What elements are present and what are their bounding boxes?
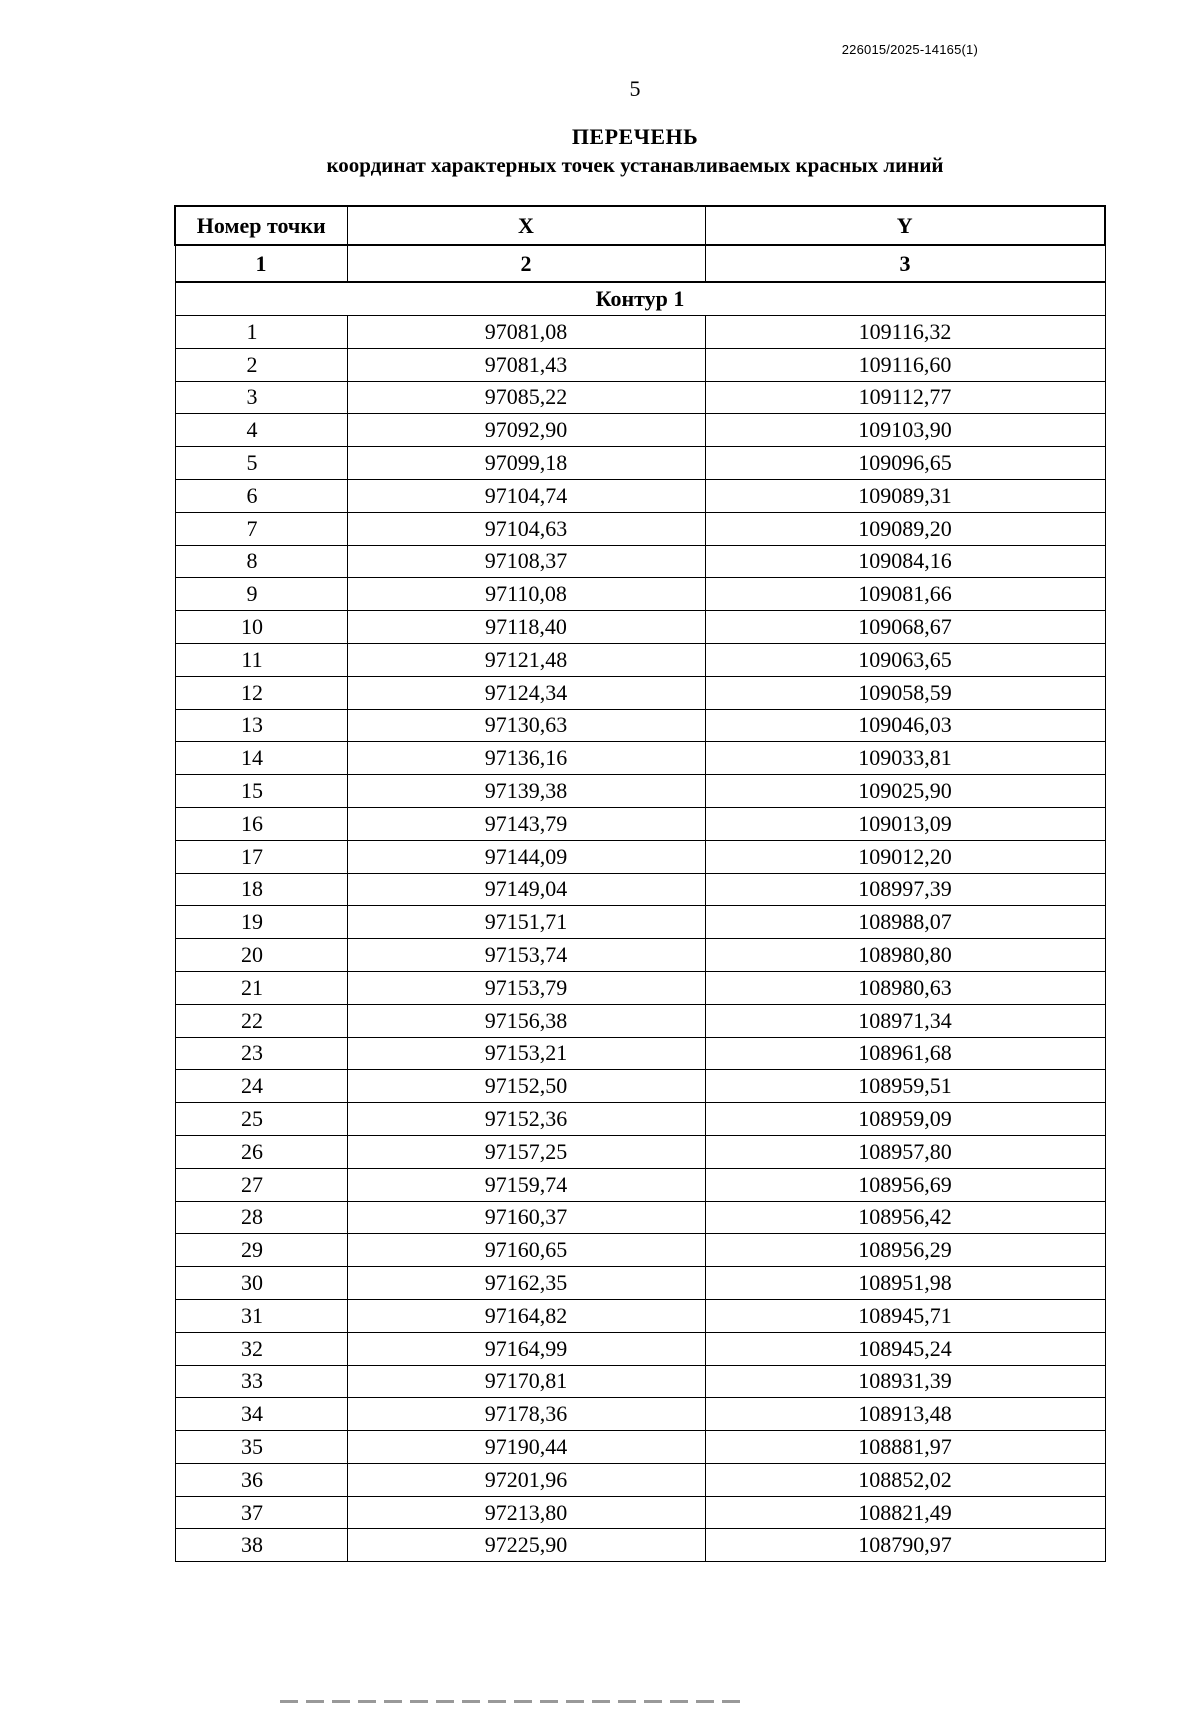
- y-coordinate-cell: 108852,02: [705, 1463, 1105, 1496]
- y-coordinate-cell: 108959,51: [705, 1070, 1105, 1103]
- table-row: [175, 906, 1105, 939]
- y-coordinate-cell: 108790,97: [705, 1529, 1105, 1562]
- table-row: [175, 1398, 1105, 1431]
- x-coordinate-cell: 97153,21: [347, 1037, 705, 1070]
- x-coordinate-cell: 97144,09: [347, 840, 705, 873]
- page-number: 5: [629, 76, 641, 101]
- point-number-cell: 24: [175, 1070, 347, 1103]
- y-coordinate-cell: 108980,63: [705, 971, 1105, 1004]
- x-coordinate-cell: 97157,25: [347, 1135, 705, 1168]
- x-coordinate-cell: 97160,37: [347, 1201, 705, 1234]
- x-coordinate-cell: 97143,79: [347, 807, 705, 840]
- point-number-cell: 18: [175, 873, 347, 906]
- x-coordinate-cell: 97170,81: [347, 1365, 705, 1398]
- table-row: [175, 1168, 1105, 1201]
- table-row: [175, 1267, 1105, 1300]
- point-number-cell: 20: [175, 939, 347, 972]
- point-number-cell: 7: [175, 512, 347, 545]
- table-row: [175, 578, 1105, 611]
- point-number-cell: 37: [175, 1496, 347, 1529]
- table-row: [175, 316, 1105, 349]
- point-number-cell: 23: [175, 1037, 347, 1070]
- table-row: [175, 1496, 1105, 1529]
- point-number-cell: 27: [175, 1168, 347, 1201]
- page-title: ПЕРЕЧЕНЬ: [571, 124, 699, 149]
- table-column-numbers-row: [175, 245, 1105, 282]
- x-coordinate-cell: 97118,40: [347, 611, 705, 644]
- point-number-cell: 3: [175, 381, 347, 414]
- point-number-cell: 9: [175, 578, 347, 611]
- x-coordinate-cell: 97225,90: [347, 1529, 705, 1562]
- x-coordinate-cell: 97153,79: [347, 971, 705, 1004]
- table-row: [175, 643, 1105, 676]
- table-row: [175, 807, 1105, 840]
- point-number-cell: 22: [175, 1004, 347, 1037]
- y-coordinate-cell: 109013,09: [705, 807, 1105, 840]
- x-coordinate-cell: 97081,43: [347, 348, 705, 381]
- x-coordinate-cell: 97085,22: [347, 381, 705, 414]
- point-number-cell: 12: [175, 676, 347, 709]
- y-coordinate-cell: 109068,67: [705, 611, 1105, 644]
- point-number-cell: 1: [175, 316, 347, 349]
- y-coordinate-cell: 108959,09: [705, 1103, 1105, 1136]
- point-number-cell: 21: [175, 971, 347, 1004]
- x-coordinate-cell: 97152,50: [347, 1070, 705, 1103]
- table-header-row: [175, 206, 1105, 245]
- y-coordinate-cell: 109046,03: [705, 709, 1105, 742]
- table-row: [175, 1332, 1105, 1365]
- y-coordinate-cell: 109103,90: [705, 414, 1105, 447]
- table-row: [175, 840, 1105, 873]
- point-number-cell: 29: [175, 1234, 347, 1267]
- column-number-3: 3: [705, 245, 1105, 282]
- point-number-cell: 14: [175, 742, 347, 775]
- x-coordinate-cell: 97178,36: [347, 1398, 705, 1431]
- x-coordinate-cell: 97130,63: [347, 709, 705, 742]
- x-coordinate-cell: 97136,16: [347, 742, 705, 775]
- x-coordinate-cell: 97104,63: [347, 512, 705, 545]
- point-number-cell: 17: [175, 840, 347, 873]
- table-row: [175, 479, 1105, 512]
- coordinates-table: [174, 205, 1106, 1562]
- document-id: 226015/2025-14165(1): [841, 42, 978, 57]
- table-body: [175, 282, 1105, 1562]
- x-coordinate-cell: 97121,48: [347, 643, 705, 676]
- y-coordinate-cell: 108971,34: [705, 1004, 1105, 1037]
- table-row: [175, 676, 1105, 709]
- table-row: [175, 348, 1105, 381]
- y-coordinate-cell: 109096,65: [705, 447, 1105, 480]
- y-coordinate-cell: 109084,16: [705, 545, 1105, 578]
- point-number-cell: 10: [175, 611, 347, 644]
- y-coordinate-cell: 109089,31: [705, 479, 1105, 512]
- x-coordinate-cell: 97110,08: [347, 578, 705, 611]
- table-row: [175, 545, 1105, 578]
- x-coordinate-cell: 97108,37: [347, 545, 705, 578]
- header-point-number: Номер точки: [175, 206, 347, 245]
- header-y: Y: [705, 206, 1105, 245]
- y-coordinate-cell: 109033,81: [705, 742, 1105, 775]
- table-row: [175, 1529, 1105, 1562]
- table-row: [175, 873, 1105, 906]
- x-coordinate-cell: 97104,74: [347, 479, 705, 512]
- header-x: X: [347, 206, 705, 245]
- table-row: [175, 447, 1105, 480]
- y-coordinate-cell: 108988,07: [705, 906, 1105, 939]
- y-coordinate-cell: 109116,60: [705, 348, 1105, 381]
- point-number-cell: 35: [175, 1431, 347, 1464]
- x-coordinate-cell: 97153,74: [347, 939, 705, 972]
- point-number-cell: 25: [175, 1103, 347, 1136]
- x-coordinate-cell: 97164,99: [347, 1332, 705, 1365]
- table-row: [175, 1135, 1105, 1168]
- table-row: [175, 381, 1105, 414]
- contour-row: [175, 282, 1105, 316]
- y-coordinate-cell: 108961,68: [705, 1037, 1105, 1070]
- column-number-1: 1: [175, 245, 347, 282]
- table-row: [175, 611, 1105, 644]
- x-coordinate-cell: 97139,38: [347, 775, 705, 808]
- x-coordinate-cell: 97213,80: [347, 1496, 705, 1529]
- y-coordinate-cell: 108956,29: [705, 1234, 1105, 1267]
- point-number-cell: 16: [175, 807, 347, 840]
- point-number-cell: 6: [175, 479, 347, 512]
- column-number-2: 2: [347, 245, 705, 282]
- point-number-cell: 32: [175, 1332, 347, 1365]
- table-row: [175, 1004, 1105, 1037]
- y-coordinate-cell: 108945,24: [705, 1332, 1105, 1365]
- point-number-cell: 34: [175, 1398, 347, 1431]
- point-number-cell: 36: [175, 1463, 347, 1496]
- table-row: [175, 1234, 1105, 1267]
- y-coordinate-cell: 109058,59: [705, 676, 1105, 709]
- y-coordinate-cell: 108957,80: [705, 1135, 1105, 1168]
- x-coordinate-cell: 97201,96: [347, 1463, 705, 1496]
- y-coordinate-cell: 108821,49: [705, 1496, 1105, 1529]
- footer-stamp-line: [280, 1700, 740, 1703]
- x-coordinate-cell: 97152,36: [347, 1103, 705, 1136]
- table-row: [175, 1365, 1105, 1398]
- table-row: [175, 1037, 1105, 1070]
- table-row: [175, 1201, 1105, 1234]
- point-number-cell: 33: [175, 1365, 347, 1398]
- x-coordinate-cell: 97156,38: [347, 1004, 705, 1037]
- y-coordinate-cell: 108881,97: [705, 1431, 1105, 1464]
- point-number-cell: 15: [175, 775, 347, 808]
- point-number-cell: 19: [175, 906, 347, 939]
- table-row: [175, 414, 1105, 447]
- x-coordinate-cell: 97092,90: [347, 414, 705, 447]
- x-coordinate-cell: 97162,35: [347, 1267, 705, 1300]
- table-row: [175, 1431, 1105, 1464]
- x-coordinate-cell: 97190,44: [347, 1431, 705, 1464]
- y-coordinate-cell: 109025,90: [705, 775, 1105, 808]
- point-number-cell: 38: [175, 1529, 347, 1562]
- table-row: [175, 1103, 1105, 1136]
- point-number-cell: 26: [175, 1135, 347, 1168]
- table-row: [175, 775, 1105, 808]
- x-coordinate-cell: 97164,82: [347, 1299, 705, 1332]
- x-coordinate-cell: 97124,34: [347, 676, 705, 709]
- point-number-cell: 8: [175, 545, 347, 578]
- table-row: [175, 512, 1105, 545]
- point-number-cell: 28: [175, 1201, 347, 1234]
- contour-label: Контур 1: [175, 282, 1105, 316]
- y-coordinate-cell: 109063,65: [705, 643, 1105, 676]
- x-coordinate-cell: 97159,74: [347, 1168, 705, 1201]
- page-subtitle: координат характерных точек устанавливаемых красных линий: [326, 153, 944, 177]
- table-row: [175, 1299, 1105, 1332]
- table-row: [175, 971, 1105, 1004]
- y-coordinate-cell: 108956,42: [705, 1201, 1105, 1234]
- y-coordinate-cell: 108945,71: [705, 1299, 1105, 1332]
- y-coordinate-cell: 109012,20: [705, 840, 1105, 873]
- point-number-cell: 31: [175, 1299, 347, 1332]
- table-row: [175, 939, 1105, 972]
- table-row: [175, 709, 1105, 742]
- y-coordinate-cell: 108913,48: [705, 1398, 1105, 1431]
- y-coordinate-cell: 108956,69: [705, 1168, 1105, 1201]
- point-number-cell: 11: [175, 643, 347, 676]
- y-coordinate-cell: 109116,32: [705, 316, 1105, 349]
- x-coordinate-cell: 97081,08: [347, 316, 705, 349]
- table-row: [175, 1070, 1105, 1103]
- y-coordinate-cell: 108931,39: [705, 1365, 1105, 1398]
- point-number-cell: 5: [175, 447, 347, 480]
- x-coordinate-cell: 97151,71: [347, 906, 705, 939]
- point-number-cell: 2: [175, 348, 347, 381]
- y-coordinate-cell: 108980,80: [705, 939, 1105, 972]
- x-coordinate-cell: 97160,65: [347, 1234, 705, 1267]
- y-coordinate-cell: 109112,77: [705, 381, 1105, 414]
- x-coordinate-cell: 97099,18: [347, 447, 705, 480]
- y-coordinate-cell: 108951,98: [705, 1267, 1105, 1300]
- y-coordinate-cell: 109089,20: [705, 512, 1105, 545]
- y-coordinate-cell: 109081,66: [705, 578, 1105, 611]
- y-coordinate-cell: 108997,39: [705, 873, 1105, 906]
- x-coordinate-cell: 97149,04: [347, 873, 705, 906]
- point-number-cell: 4: [175, 414, 347, 447]
- point-number-cell: 13: [175, 709, 347, 742]
- table-row: [175, 742, 1105, 775]
- table-row: [175, 1463, 1105, 1496]
- point-number-cell: 30: [175, 1267, 347, 1300]
